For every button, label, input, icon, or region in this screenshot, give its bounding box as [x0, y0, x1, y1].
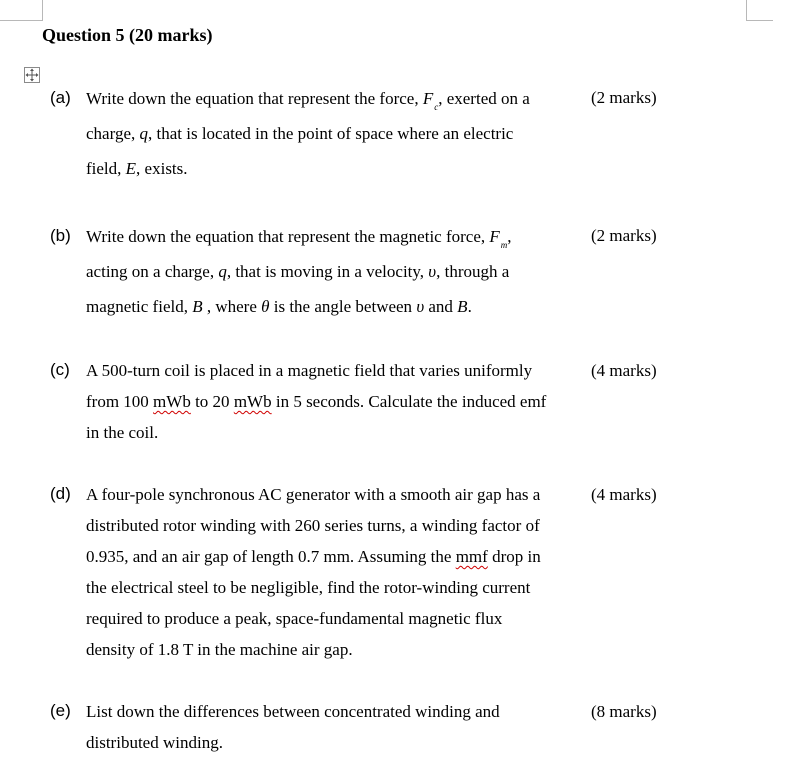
part-c-line-3: in the coil.: [86, 423, 159, 442]
table-move-handle-icon[interactable]: [24, 67, 40, 83]
part-b-line-2: acting on a charge, q, that is moving in a velocity, υ, through a: [86, 262, 510, 281]
part-b-label: (b): [50, 226, 71, 245]
part-e-label: (e): [50, 701, 71, 720]
part-d-marks: (4 marks): [591, 485, 657, 504]
part-c-line-2: from 100 mWb to 20 mWb in 5 seconds. Calculate the induced emf: [86, 392, 547, 411]
part-a-marks: (2 marks): [591, 88, 657, 107]
part-a-line-3: field, E, exists.: [86, 159, 188, 178]
part-a-line-1: Write down the equation that represent the force, $F_c$, exerted on a: [86, 89, 530, 112]
part-d-label: (d): [50, 484, 71, 503]
part-d-line-2: distributed rotor winding with 260 series turns, a winding factor of: [86, 516, 540, 535]
part-d-line-1: A four-pole synchronous AC generator with a smooth air gap has a: [86, 485, 541, 504]
page-corner-top-left: [0, 0, 43, 21]
part-e-marks: (8 marks): [591, 702, 657, 721]
part-d-line-5: required to produce a peak, space-fundamental magnetic flux: [86, 609, 503, 628]
part-b-marks: (2 marks): [591, 226, 657, 245]
spellcheck-word: mmf: [455, 547, 488, 566]
page-corner-top-right: [746, 0, 773, 21]
part-d-line-4: the electrical steel to be negligible, find the rotor-winding current: [86, 578, 531, 597]
question-title: Question 5 (20 marks): [42, 25, 213, 45]
part-c-label: (c): [50, 360, 70, 379]
spellcheck-word: mWb: [233, 392, 272, 411]
part-c-line-1: A 500-turn coil is placed in a magnetic field that varies uniformly: [86, 361, 533, 380]
part-a-label: (a): [50, 88, 71, 107]
part-e-line-1: List down the differences between concentrated winding and: [86, 702, 500, 721]
part-d-line-6: density of 1.8 T in the machine air gap.: [86, 640, 353, 659]
part-d-line-3: 0.935, and an air gap of length 0.7 mm. Assuming the mmf drop in: [86, 547, 541, 566]
part-b-line-3: magnetic field, B , where θ is the angle between υ and B.: [86, 297, 472, 316]
part-b-line-1: Write down the equation that represent the magnetic force, $F_m$,: [86, 227, 512, 250]
part-e-line-2: distributed winding.: [86, 733, 223, 752]
part-c-marks: (4 marks): [591, 361, 657, 380]
part-a-line-2: charge, q, that is located in the point of space where an electric: [86, 124, 514, 143]
spellcheck-word: mWb: [153, 392, 191, 411]
